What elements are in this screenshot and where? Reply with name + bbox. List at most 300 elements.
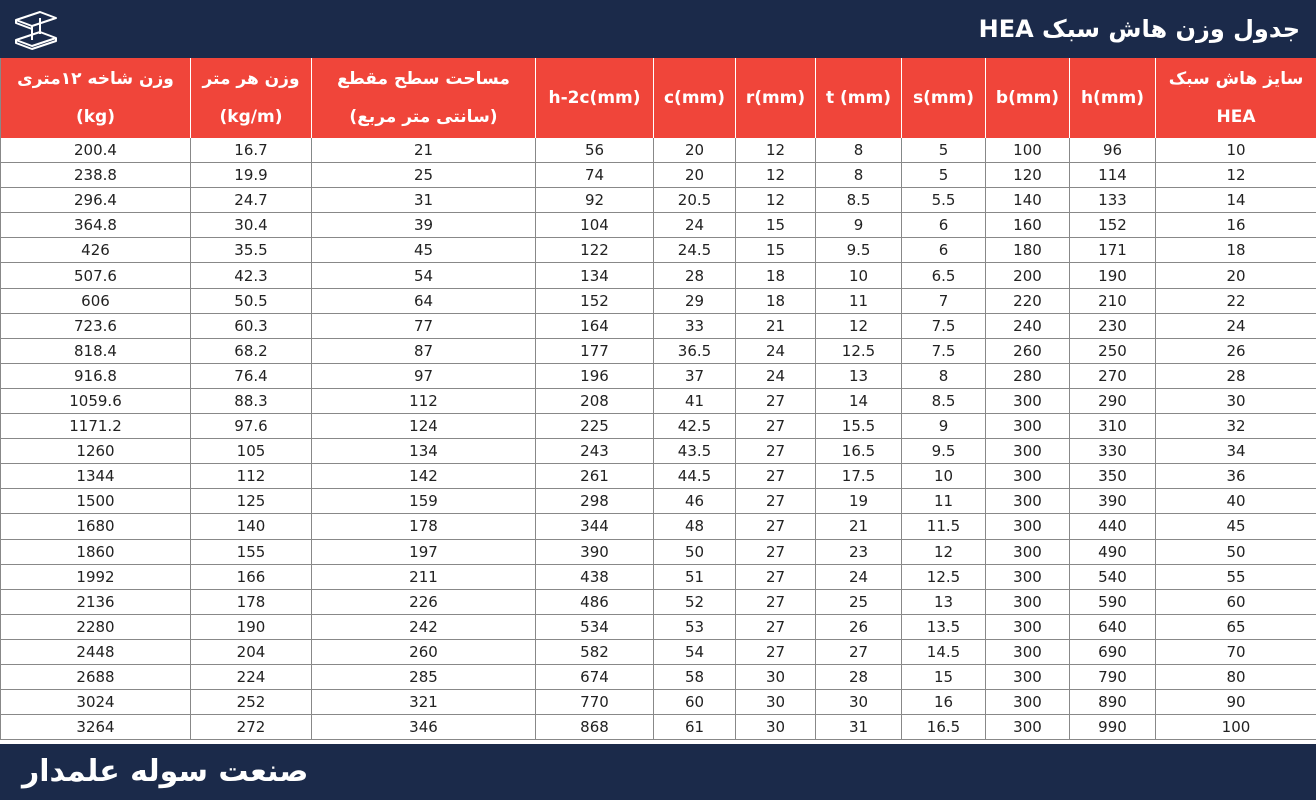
table-cell: 6: [902, 213, 986, 238]
table-cell: 37: [654, 363, 736, 388]
column-header-label: وزن هر متر: [202, 69, 300, 89]
table-cell: 12: [1156, 163, 1316, 188]
table-row: [1, 439, 1316, 464]
table-cell: 10: [902, 464, 986, 489]
table-cell: 690: [1070, 639, 1156, 664]
table-cell: 3264: [1, 715, 191, 740]
table-row: [1, 664, 1316, 689]
column-header-3: [536, 58, 654, 138]
table-cell: 43.5: [654, 439, 736, 464]
column-header-unit: (kg): [75, 107, 116, 127]
table-cell: 142: [312, 464, 536, 489]
table-cell: 1500: [1, 489, 191, 514]
table-cell: 272: [191, 715, 312, 740]
table-cell: 260: [986, 338, 1070, 363]
table-cell: 790: [1070, 664, 1156, 689]
table-cell: 30: [736, 664, 816, 689]
table-cell: 300: [986, 414, 1070, 439]
table-cell: 23: [816, 539, 902, 564]
table-cell: 55: [1156, 564, 1316, 589]
table-cell: 76.4: [191, 363, 312, 388]
table-cell: 9.5: [816, 238, 902, 263]
column-header-10: [1156, 58, 1316, 138]
table-cell: 18: [736, 288, 816, 313]
table-row: [1, 288, 1316, 313]
table-cell: 34: [1156, 439, 1316, 464]
table-cell: 300: [986, 489, 1070, 514]
table-cell: 390: [1070, 489, 1156, 514]
table-cell: 6: [902, 238, 986, 263]
table-cell: 122: [536, 238, 654, 263]
column-header-label: سایز هاش سبک: [1168, 69, 1304, 89]
table-cell: 21: [816, 514, 902, 539]
table-cell: 2448: [1, 639, 191, 664]
table-row: [1, 539, 1316, 564]
table-cell: 112: [191, 464, 312, 489]
table-cell: 1344: [1, 464, 191, 489]
table-cell: 300: [986, 715, 1070, 740]
table-cell: 252: [191, 690, 312, 715]
table-cell: 11: [816, 288, 902, 313]
column-header-label: c(mm): [663, 88, 726, 108]
column-header-label: s(mm): [912, 88, 975, 108]
table-cell: 19.9: [191, 163, 312, 188]
column-header-9: [1070, 58, 1156, 138]
table-cell: 211: [312, 564, 536, 589]
table-row: [1, 489, 1316, 514]
table-cell: 5: [902, 138, 986, 163]
column-header-label: وزن شاخه ۱۲متری: [17, 69, 174, 89]
column-header-0: [1, 58, 191, 138]
table-cell: 197: [312, 539, 536, 564]
table-cell: 10: [1156, 138, 1316, 163]
table-cell: 50: [1156, 539, 1316, 564]
table-cell: 260: [312, 639, 536, 664]
table-cell: 52: [654, 589, 736, 614]
table-cell: 36: [1156, 464, 1316, 489]
table-cell: 42.3: [191, 263, 312, 288]
table-cell: 310: [1070, 414, 1156, 439]
table-cell: 60: [654, 690, 736, 715]
column-header-unit: (سانتی متر مربع): [349, 107, 498, 127]
table-cell: 40: [1156, 489, 1316, 514]
table-cell: 300: [986, 690, 1070, 715]
table-cell: 45: [1156, 514, 1316, 539]
table-cell: 27: [736, 639, 816, 664]
column-header-4: [654, 58, 736, 138]
table-cell: 159: [312, 489, 536, 514]
table-cell: 330: [1070, 439, 1156, 464]
table-row: [1, 313, 1316, 338]
table-cell: 30: [736, 690, 816, 715]
table-cell: 6.5: [902, 263, 986, 288]
table-cell: 60.3: [191, 313, 312, 338]
table-cell: 27: [736, 439, 816, 464]
table-cell: 70: [1156, 639, 1316, 664]
table-cell: 606: [1, 288, 191, 313]
table-cell: 20.5: [654, 188, 736, 213]
table-cell: 12: [902, 539, 986, 564]
table-cell: 16.5: [816, 439, 902, 464]
table-row: [1, 715, 1316, 740]
table-cell: 28: [1156, 363, 1316, 388]
table-cell: 7.5: [902, 338, 986, 363]
table-cell: 54: [654, 639, 736, 664]
table-cell: 1680: [1, 514, 191, 539]
table-cell: 3024: [1, 690, 191, 715]
table-cell: 20: [654, 163, 736, 188]
table-cell: 225: [536, 414, 654, 439]
table-cell: 42.5: [654, 414, 736, 439]
column-header-label: t (mm): [825, 88, 891, 108]
table-row: [1, 138, 1316, 163]
table-cell: 296.4: [1, 188, 191, 213]
table-cell: 12: [816, 313, 902, 338]
table-cell: 11.5: [902, 514, 986, 539]
table-cell: 29: [654, 288, 736, 313]
table-cell: 31: [816, 715, 902, 740]
top-bar: [0, 0, 1316, 58]
table-row: [1, 690, 1316, 715]
page-title: جدول وزن هاش سبک HEA: [978, 15, 1300, 43]
table-cell: 60: [1156, 589, 1316, 614]
table-cell: 24: [736, 363, 816, 388]
table-row: [1, 589, 1316, 614]
table-header-row: [1, 58, 1316, 138]
table-cell: 24: [1156, 313, 1316, 338]
table-cell: 220: [986, 288, 1070, 313]
table-cell: 210: [1070, 288, 1156, 313]
table-cell: 105: [191, 439, 312, 464]
table-cell: 13: [902, 589, 986, 614]
table-cell: 39: [312, 213, 536, 238]
table-cell: 230: [1070, 313, 1156, 338]
table-cell: 27: [736, 414, 816, 439]
table-cell: 243: [536, 439, 654, 464]
table-cell: 30: [736, 715, 816, 740]
table-row: [1, 238, 1316, 263]
table-cell: 490: [1070, 539, 1156, 564]
table-cell: 640: [1070, 614, 1156, 639]
table-cell: 2688: [1, 664, 191, 689]
table-cell: 770: [536, 690, 654, 715]
table-cell: 100: [986, 138, 1070, 163]
bottom-bar: [0, 744, 1316, 800]
column-header-6: [816, 58, 902, 138]
table-cell: 15: [736, 213, 816, 238]
table-cell: 300: [986, 664, 1070, 689]
table-row: [1, 213, 1316, 238]
table-cell: 534: [536, 614, 654, 639]
table-row: [1, 464, 1316, 489]
table-cell: 87: [312, 338, 536, 363]
table-cell: 27: [816, 639, 902, 664]
table-cell: 1059.6: [1, 388, 191, 413]
table-cell: 30: [816, 690, 902, 715]
table-cell: 27: [736, 564, 816, 589]
table-cell: 7: [902, 288, 986, 313]
table-cell: 24.7: [191, 188, 312, 213]
table-cell: 300: [986, 388, 1070, 413]
table-cell: 80: [1156, 664, 1316, 689]
table-cell: 166: [191, 564, 312, 589]
table-cell: 44.5: [654, 464, 736, 489]
table-cell: 868: [536, 715, 654, 740]
table-cell: 21: [312, 138, 536, 163]
table-cell: 178: [191, 589, 312, 614]
table-cell: 300: [986, 464, 1070, 489]
table-cell: 65: [1156, 614, 1316, 639]
table-cell: 16: [902, 690, 986, 715]
table-cell: 30.4: [191, 213, 312, 238]
table-cell: 507.6: [1, 263, 191, 288]
table-cell: 12.5: [816, 338, 902, 363]
table-cell: 346: [312, 715, 536, 740]
table-cell: 300: [986, 514, 1070, 539]
table-cell: 818.4: [1, 338, 191, 363]
table-cell: 440: [1070, 514, 1156, 539]
table-row: [1, 263, 1316, 288]
table-body: [1, 138, 1316, 740]
table-cell: 171: [1070, 238, 1156, 263]
table-cell: 25: [816, 589, 902, 614]
table-cell: 14.5: [902, 639, 986, 664]
table-cell: 300: [986, 589, 1070, 614]
table-cell: 196: [536, 363, 654, 388]
table-cell: 24.5: [654, 238, 736, 263]
table-cell: 15.5: [816, 414, 902, 439]
table-cell: 120: [986, 163, 1070, 188]
table-cell: 97.6: [191, 414, 312, 439]
table-cell: 990: [1070, 715, 1156, 740]
table-cell: 53: [654, 614, 736, 639]
table-cell: 27: [736, 614, 816, 639]
table-cell: 61: [654, 715, 736, 740]
table-row: [1, 639, 1316, 664]
table-row: [1, 363, 1316, 388]
column-header-7: [902, 58, 986, 138]
table-cell: 11: [902, 489, 986, 514]
table-cell: 280: [986, 363, 1070, 388]
table-cell: 1171.2: [1, 414, 191, 439]
table-cell: 27: [736, 514, 816, 539]
table-cell: 33: [654, 313, 736, 338]
table-cell: 133: [1070, 188, 1156, 213]
table-cell: 25: [312, 163, 536, 188]
table-cell: 300: [986, 439, 1070, 464]
table-cell: 300: [986, 564, 1070, 589]
table-cell: 155: [191, 539, 312, 564]
table-cell: 27: [736, 539, 816, 564]
table-cell: 9.5: [902, 439, 986, 464]
table-cell: 92: [536, 188, 654, 213]
table-cell: 12: [736, 188, 816, 213]
column-header-label: h(mm): [1080, 88, 1145, 108]
table-cell: 8: [902, 363, 986, 388]
table-cell: 5.5: [902, 188, 986, 213]
table-cell: 16.5: [902, 715, 986, 740]
table-cell: 64: [312, 288, 536, 313]
table-cell: 152: [536, 288, 654, 313]
table-cell: 200: [986, 263, 1070, 288]
table-cell: 27: [736, 464, 816, 489]
table-cell: 27: [736, 489, 816, 514]
table-cell: 180: [986, 238, 1070, 263]
table-cell: 100: [1156, 715, 1316, 740]
table-cell: 10: [816, 263, 902, 288]
table-cell: 16: [1156, 213, 1316, 238]
table-cell: 32: [1156, 414, 1316, 439]
table-cell: 344: [536, 514, 654, 539]
table-cell: 24: [736, 338, 816, 363]
table-cell: 438: [536, 564, 654, 589]
brand-name: صنعت سوله علمدار: [22, 754, 309, 789]
table-cell: 134: [536, 263, 654, 288]
table-cell: 12.5: [902, 564, 986, 589]
table-cell: 58: [654, 664, 736, 689]
table-cell: 46: [654, 489, 736, 514]
table-cell: 270: [1070, 363, 1156, 388]
table-cell: 582: [536, 639, 654, 664]
table-cell: 48: [654, 514, 736, 539]
table-cell: 68.2: [191, 338, 312, 363]
table-cell: 916.8: [1, 363, 191, 388]
table-cell: 50: [654, 539, 736, 564]
table-cell: 124: [312, 414, 536, 439]
table-cell: 723.6: [1, 313, 191, 338]
table-cell: 15: [736, 238, 816, 263]
table-cell: 2136: [1, 589, 191, 614]
table-cell: 390: [536, 539, 654, 564]
table-cell: 674: [536, 664, 654, 689]
column-header-8: [986, 58, 1070, 138]
table-row: [1, 388, 1316, 413]
table-cell: 20: [654, 138, 736, 163]
table-cell: 290: [1070, 388, 1156, 413]
table-cell: 56: [536, 138, 654, 163]
table-cell: 51: [654, 564, 736, 589]
table-cell: 300: [986, 639, 1070, 664]
table-cell: 140: [191, 514, 312, 539]
column-header-5: [736, 58, 816, 138]
table-cell: 104: [536, 213, 654, 238]
column-header-label: h-2c(mm): [548, 88, 641, 108]
table-cell: 13.5: [902, 614, 986, 639]
table-row: [1, 414, 1316, 439]
table-cell: 50.5: [191, 288, 312, 313]
table-cell: 240: [986, 313, 1070, 338]
table-cell: 204: [191, 639, 312, 664]
table-cell: 8.5: [902, 388, 986, 413]
table-cell: 426: [1, 238, 191, 263]
table-cell: 300: [986, 539, 1070, 564]
column-header-2: [312, 58, 536, 138]
table-cell: 14: [816, 388, 902, 413]
table-row: [1, 564, 1316, 589]
table-cell: 30: [1156, 388, 1316, 413]
table-cell: 28: [654, 263, 736, 288]
table-cell: 160: [986, 213, 1070, 238]
table-cell: 9: [902, 414, 986, 439]
table-cell: 8: [816, 163, 902, 188]
table-cell: 27: [736, 388, 816, 413]
table-cell: 74: [536, 163, 654, 188]
table-cell: 22: [1156, 288, 1316, 313]
hea-weight-table: [0, 58, 1316, 740]
table-cell: 96: [1070, 138, 1156, 163]
table-cell: 298: [536, 489, 654, 514]
hea-weight-table-container: [0, 58, 1316, 744]
table-cell: 24: [654, 213, 736, 238]
table-cell: 190: [191, 614, 312, 639]
table-cell: 238.8: [1, 163, 191, 188]
table-row: [1, 514, 1316, 539]
table-cell: 31: [312, 188, 536, 213]
table-cell: 321: [312, 690, 536, 715]
table-cell: 1992: [1, 564, 191, 589]
table-cell: 125: [191, 489, 312, 514]
table-cell: 590: [1070, 589, 1156, 614]
table-row: [1, 614, 1316, 639]
table-cell: 27: [736, 589, 816, 614]
table-cell: 300: [986, 614, 1070, 639]
table-cell: 112: [312, 388, 536, 413]
table-cell: 364.8: [1, 213, 191, 238]
table-cell: 20: [1156, 263, 1316, 288]
table-cell: 13: [816, 363, 902, 388]
table-cell: 177: [536, 338, 654, 363]
table-cell: 24: [816, 564, 902, 589]
table-cell: 8: [816, 138, 902, 163]
table-cell: 164: [536, 313, 654, 338]
table-cell: 12: [736, 163, 816, 188]
table-cell: 54: [312, 263, 536, 288]
table-cell: 152: [1070, 213, 1156, 238]
table-cell: 35.5: [191, 238, 312, 263]
table-cell: 7.5: [902, 313, 986, 338]
table-cell: 134: [312, 439, 536, 464]
table-cell: 15: [902, 664, 986, 689]
table-cell: 45: [312, 238, 536, 263]
table-cell: 14: [1156, 188, 1316, 213]
table-row: [1, 188, 1316, 213]
table-cell: 21: [736, 313, 816, 338]
table-cell: 8.5: [816, 188, 902, 213]
table-row: [1, 163, 1316, 188]
table-cell: 97: [312, 363, 536, 388]
table-cell: 77: [312, 313, 536, 338]
table-cell: 28: [816, 664, 902, 689]
table-cell: 226: [312, 589, 536, 614]
column-header-label: b(mm): [995, 88, 1060, 108]
table-cell: 350: [1070, 464, 1156, 489]
column-header-unit: HEA: [1216, 107, 1256, 127]
table-cell: 208: [536, 388, 654, 413]
table-cell: 285: [312, 664, 536, 689]
table-cell: 2280: [1, 614, 191, 639]
table-cell: 18: [736, 263, 816, 288]
table-cell: 19: [816, 489, 902, 514]
column-header-label: r(mm): [745, 88, 806, 108]
table-cell: 1860: [1, 539, 191, 564]
table-cell: 18: [1156, 238, 1316, 263]
table-cell: 224: [191, 664, 312, 689]
table-cell: 16.7: [191, 138, 312, 163]
table-cell: 26: [1156, 338, 1316, 363]
table-cell: 12: [736, 138, 816, 163]
table-cell: 88.3: [191, 388, 312, 413]
table-cell: 9: [816, 213, 902, 238]
